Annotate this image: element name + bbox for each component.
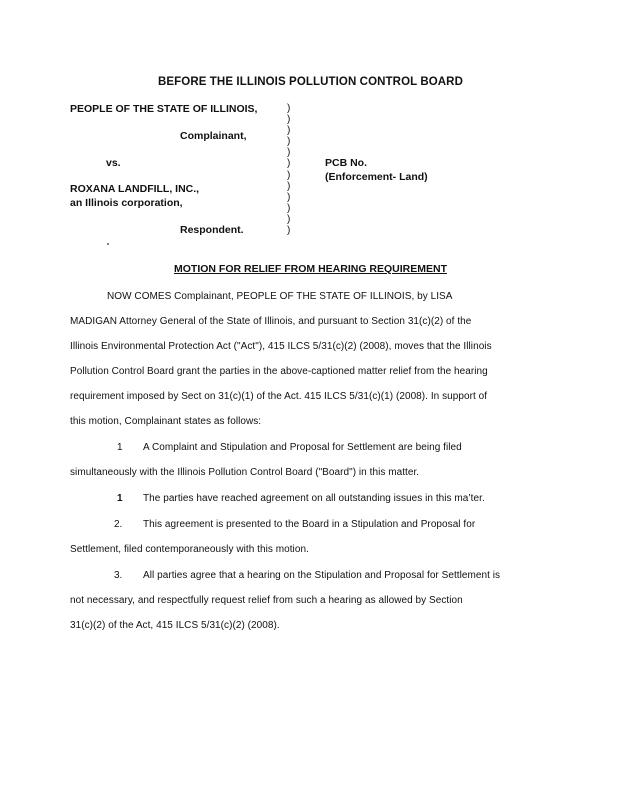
intro-line: MADIGAN Attorney General of the State of Illinois, and pursuant to Section 31(c)(2) of the — [70, 316, 472, 327]
role-respondent: Respondent. — [180, 224, 244, 236]
caption-paren: ) — [287, 214, 291, 225]
document-title: BEFORE THE ILLINOIS POLLUTION CONTROL BOARD — [157, 76, 463, 88]
item-number: 1 — [117, 493, 123, 504]
case-type-label: (Enforcement- Land) — [325, 171, 428, 183]
caption-paren: ) — [287, 147, 291, 158]
intro-line: requirement imposed by Sect on 31(c)(1) of the Act. 415 ILCS 5/31(c)(1) (2008). In support of — [70, 391, 488, 402]
item-line: All parties agree that a hearing on the Stipulation and Proposal for Settlement is — [143, 570, 501, 581]
item-line: Settlement, filed contemporaneously with this motion. — [70, 544, 309, 555]
caption-paren: ) — [287, 158, 291, 169]
item-line: A Complaint and Stipulation and Proposal for Settlement are being filed — [143, 442, 462, 453]
item-number: 3. — [114, 570, 123, 581]
intro-line: this motion, Complainant states as follows: — [70, 416, 262, 427]
item-line: simultaneously with the Illinois Pollution Control Board ("Board") in this matter. — [70, 467, 420, 478]
intro-line: Pollution Control Board grant the parties in the above-captioned matter relief from the hearing — [70, 366, 488, 377]
caption-paren: ) — [287, 181, 291, 192]
item-number: 2. — [114, 519, 123, 530]
caption-paren: ) — [287, 192, 291, 203]
caption-paren: ) — [287, 170, 291, 181]
case-number-label: PCB No. — [325, 157, 367, 169]
item-line: not necessary, and respectfully request relief from such a hearing as allowed by Section — [70, 595, 463, 606]
intro-line: NOW COMES Complainant, PEOPLE OF THE STATE OF ILLINOIS, by LISA — [107, 291, 453, 302]
respondent-description: an Illinois corporation, — [70, 197, 183, 209]
motion-heading: MOTION FOR RELIEF FROM HEARING REQUIREMENT — [174, 263, 447, 275]
item-line: This agreement is presented to the Board in a Stipulation and Proposal for — [143, 519, 476, 530]
versus-label: vs. — [106, 157, 121, 169]
item-number: 1 — [117, 442, 123, 453]
intro-line: Illinois Environmental Protection Act ("Act"), 415 ILCS 5/31(c)(2) (2008), moves that the Illinois — [70, 341, 492, 352]
item-line: 31(c)(2) of the Act, 415 ILCS 5/31(c)(2) (2008). — [70, 620, 280, 631]
party-respondent: ROXANA LANDFILL, INC., — [70, 183, 200, 195]
stray-mark — [107, 243, 109, 245]
caption-paren: ) — [287, 114, 291, 125]
caption-paren: ) — [287, 203, 291, 214]
item-line: The parties have reached agreement on all outstanding issues in this ma’ter. — [143, 493, 485, 504]
caption-paren: ) — [287, 225, 291, 236]
role-complainant: Complainant, — [180, 130, 247, 142]
caption-paren: ) — [287, 103, 291, 114]
caption-paren: ) — [287, 125, 291, 136]
caption-paren: ) — [287, 136, 291, 147]
party-complainant: PEOPLE OF THE STATE OF ILLINOIS, — [70, 103, 258, 115]
